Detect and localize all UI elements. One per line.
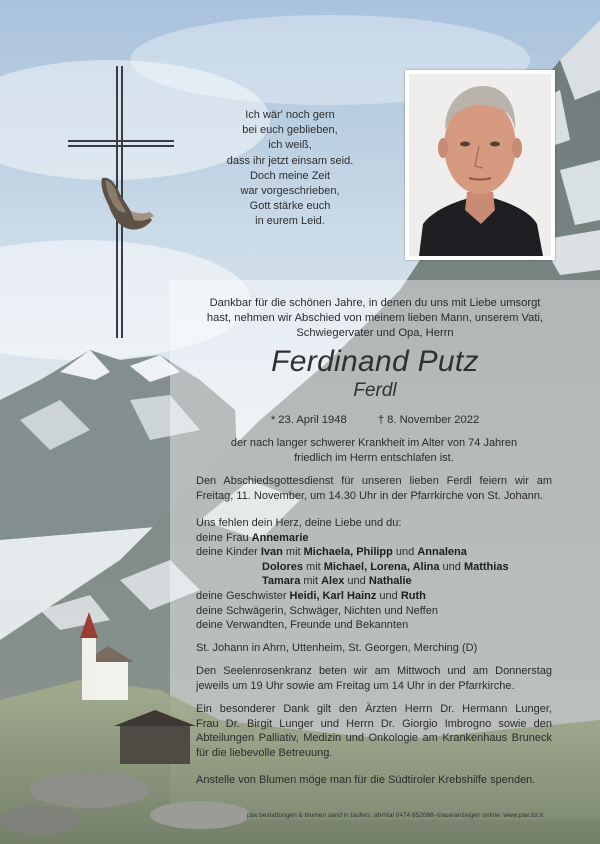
thanks-line: Abteilungen Palliativ, Medizin und Onkologie am Krankenhaus Bruneck (196, 732, 552, 745)
donation-note (196, 773, 552, 788)
family-relatives: deine Verwandten, Freunde und Bekannten (196, 619, 409, 632)
poem (200, 108, 380, 230)
thanks-line: Frau Dr. Birgit Lunger und Herrn Dr. Giorgio Imbrogno sowie den (196, 717, 552, 730)
funeral-service (196, 474, 552, 503)
intro-line: Schwiegervater und Opa, Herrn (296, 327, 454, 339)
places-line: St. Johann in Ahrn, Uttenheim, St. Georgen, Merching (D) (196, 642, 478, 654)
family-wife: deine Frau Annemarie (196, 531, 309, 544)
poem-line: bei euch geblieben, (242, 124, 338, 137)
praying-hands-icon (96, 170, 156, 240)
poem-line: ich weiß, (268, 139, 312, 152)
intro-text (180, 296, 570, 341)
poem-line: war vorgeschrieben, (240, 185, 340, 198)
poem-line: Ich wär' noch gern (245, 109, 335, 121)
family-in-laws: deine Schwägerin, Schwäger, Nichten und Neffen (196, 604, 438, 617)
family-children-3: Tamara mit Alex und Nathalie (262, 575, 412, 588)
poem-line: Gott stärke euch (249, 200, 331, 213)
service-line: Den Abschiedsgottesdienst für unseren lieben Ferdl feiern wir am (196, 475, 552, 487)
service-line: Freitag, 11. November, um 14.30 Uhr in der Pfarrkirche von St. Johann. (196, 489, 544, 502)
death-note-line: friedlich im Herrn entschlafen ist. (294, 451, 454, 464)
death-note-line: der nach langer schwerer Krankheit im Alter von 74 Jahren (230, 437, 518, 449)
poem-line: dass ihr jetzt einsam seid. (226, 154, 354, 167)
poem-line: in eurem Leid. (255, 215, 325, 228)
intro-line: hast, nehmen wir Abschied von meinem lieben Mann, unserem Vati, (206, 312, 544, 324)
portrait-photo (405, 70, 555, 260)
family-list (196, 516, 552, 633)
death-date: † 8. November 2022 (377, 414, 480, 426)
family-siblings: deine Geschwister Heidi, Karl Hainz und Ruth (196, 589, 426, 602)
deceased-nickname: Ferdl (353, 380, 397, 401)
rosary-line: jeweils um 19 Uhr sowie am Freitag um 14 Uhr in der Pfarrkirche. (196, 679, 515, 692)
family-intro: Uns fehlen dein Herz, deine Liebe und du: (196, 517, 402, 529)
rosary-info (196, 664, 552, 693)
family-children-2: Dolores mit Michael, Lorena, Alina und Matthias (262, 560, 509, 573)
life-dates (180, 414, 570, 426)
rosary-line: Den Seelenrosenkranz beten wir am Mittwoch und am Donnerstag (196, 665, 552, 677)
thanks (196, 702, 552, 760)
poem-line: Doch meine Zeit (249, 169, 331, 182)
family-children: deine Kinder Ivan mit Michaela, Philipp und Annalena (196, 546, 467, 559)
deceased-name: Ferdinand Putz (271, 345, 479, 378)
donation-line: Anstelle von Blumen möge man für die Südtiroler Krebshilfe spenden. (196, 774, 536, 786)
death-note (196, 436, 552, 465)
portrait-image (409, 74, 551, 256)
thanks-line: Ein besonderer Dank gilt den Ärzten Herrn Dr. Hermann Lunger, (196, 703, 552, 715)
footer-imprint: pax bestattungen & blumen sand in taufers, ahrntal 0474 652068–traueranzeigen online: www.pax.bz.it (246, 812, 544, 819)
thanks-line: für die liebevolle Betreuung. (196, 746, 333, 759)
intro-line: Dankbar für die schönen Jahre, in denen du uns mit Liebe umsorgt (209, 297, 541, 309)
places (196, 641, 552, 656)
birth-date: * 23. April 1948 (270, 414, 347, 426)
